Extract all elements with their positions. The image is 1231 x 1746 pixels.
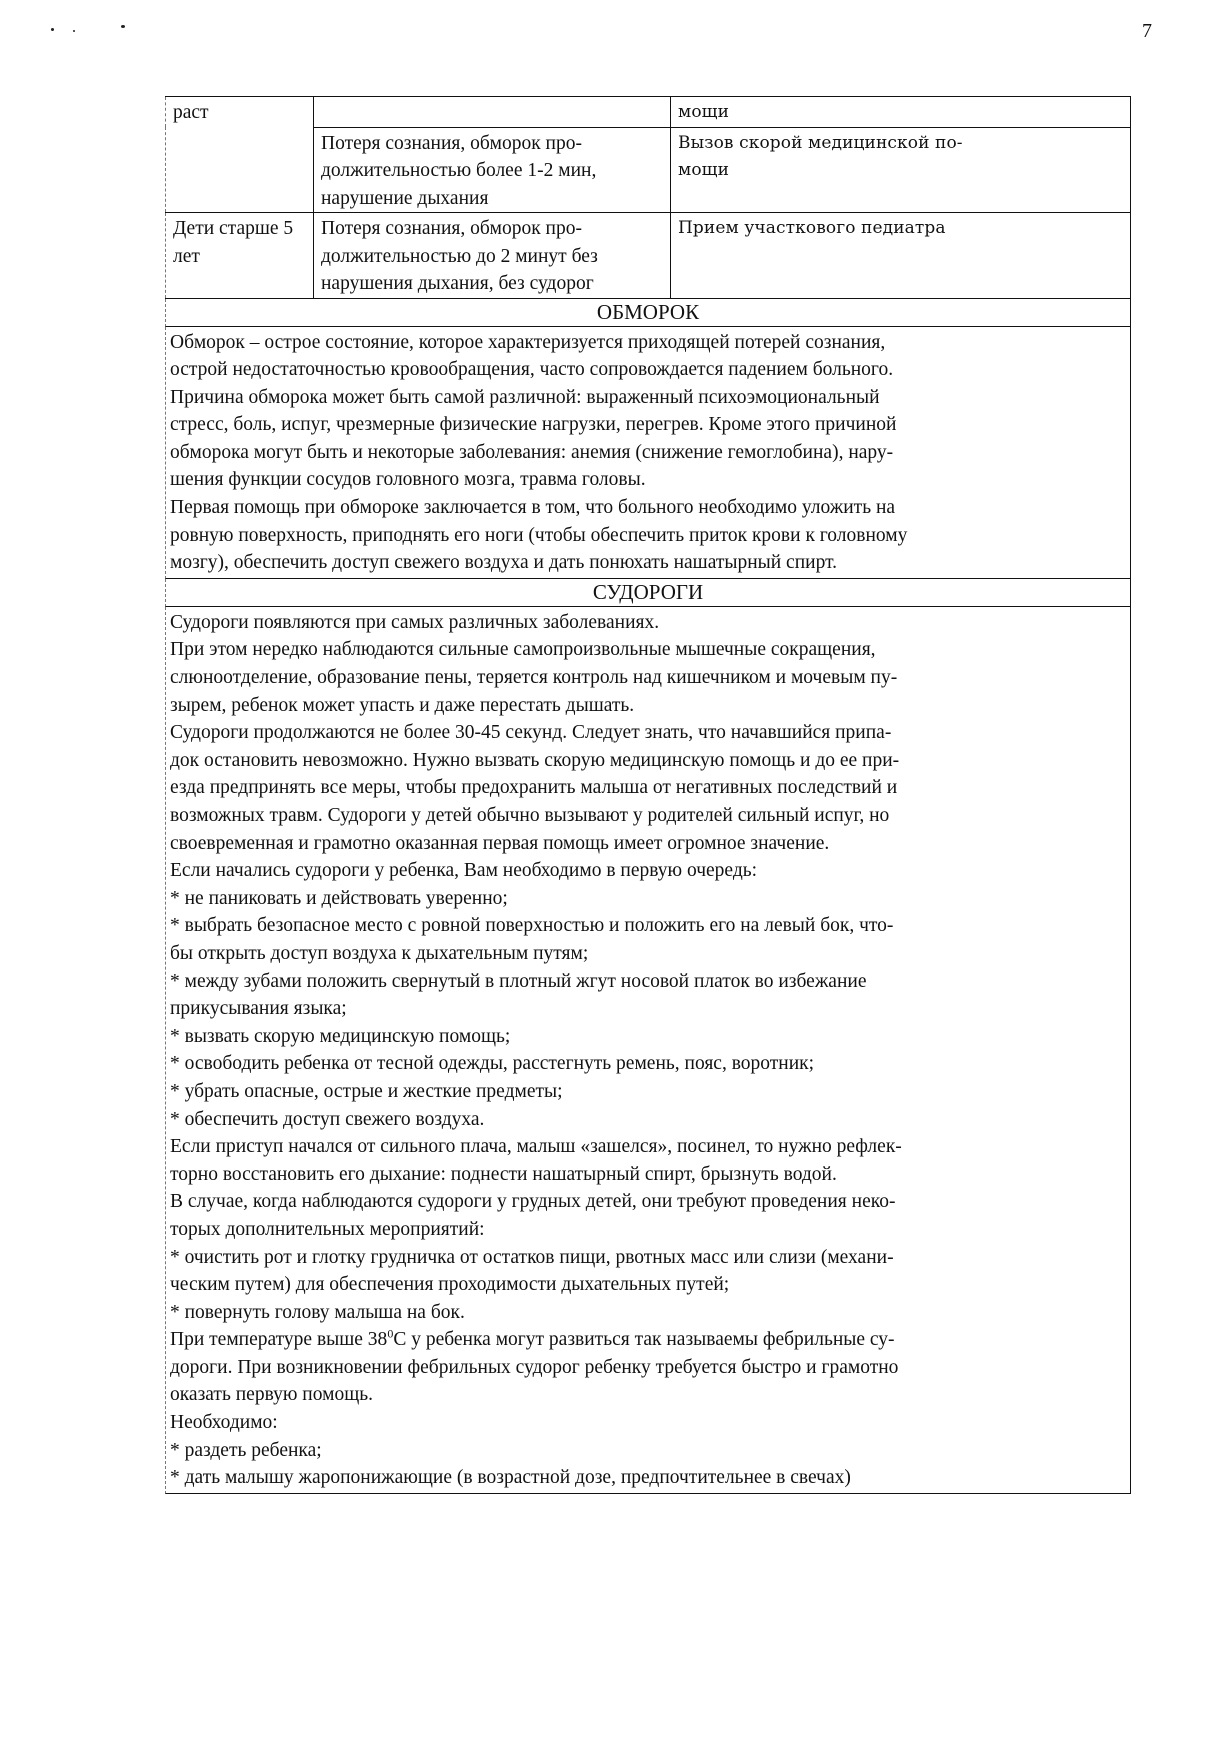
text-line: * вызвать скорую медицинскую помощь; — [170, 1025, 511, 1047]
table-cell-col3 — [671, 213, 1131, 299]
text-line: * повернуть голову малыша на бок. — [170, 1301, 465, 1323]
text-line: Причина обморока может быть самой различной: выраженный психоэмоциональный — [170, 386, 880, 408]
text-line: торых дополнительных мероприятий: — [170, 1218, 485, 1240]
table-cell-col2 — [314, 97, 671, 128]
cell-line: нарушение дыхания — [321, 187, 489, 209]
text-line: * между зубами положить свернутый в плотный жгут носовой платок во избежание — [170, 970, 867, 992]
text-line — [170, 1326, 1124, 1354]
cell-line: мощи — [678, 102, 729, 122]
text-line: ровную поверхность, приподнять его ноги (чтобы обеспечить приток крови к головному — [170, 524, 908, 546]
text-line: езда предпринять все меры, чтобы предохранить малыша от негативных последствий и — [170, 777, 898, 799]
text-line: * выбрать безопасное место с ровной поверхностью и положить его на левый бок, что- — [170, 915, 894, 937]
cell-line: лет — [173, 245, 200, 267]
text-line: * раздеть ребенка; — [170, 1439, 322, 1461]
text-line: Если приступ начался от сильного плача, малыш «зашелся», посинел, то нужно рефлек- — [170, 1136, 902, 1158]
text-line: зырем, ребенок может упасть и даже перестать дышать. — [170, 694, 635, 716]
page-number: 7 — [1142, 20, 1152, 42]
text-run: При температуре выше 38 — [170, 1329, 388, 1351]
cell-line: Потеря сознания, обморок про- — [321, 218, 582, 239]
text-line: ческим путем) для обеспечения проходимости дыхательных путей; — [170, 1274, 730, 1296]
cell-line: Вызов скорой медицинской по- — [678, 132, 963, 153]
text-line: Первая помощь при обмороке заключается в том, что больного необходимо уложить на — [170, 497, 896, 519]
section-body-sudorogi — [165, 607, 1131, 1494]
table-cell-col3 — [671, 97, 1131, 128]
triage-table — [165, 96, 1131, 299]
cell-line: Потеря сознания, обморок про- — [321, 132, 582, 154]
text-line: * обеспечить доступ свежего воздуха. — [170, 1108, 485, 1130]
text-line: док остановить невозможно. Нужно вызвать скорую медицинскую помощь и до ее при- — [170, 749, 900, 771]
text-line: При этом нередко наблюдаются сильные самопроизвольные мышечные сокращения, — [170, 639, 876, 661]
text-line: В случае, когда наблюдаются судороги у грудных детей, они требуют проведения неко- — [170, 1191, 896, 1213]
table-cell-col2 — [314, 127, 671, 213]
section-title-obmorok: ОБМОРОК — [165, 299, 1131, 327]
cell-line: мощи — [678, 160, 729, 180]
scan-speck — [73, 30, 75, 32]
table-cell-col1 — [166, 213, 314, 299]
scan-speck — [121, 25, 125, 28]
text-line: * убрать опасные, острые и жесткие предметы; — [170, 1080, 563, 1102]
table-row — [166, 213, 1131, 299]
text-line: * не паниковать и действовать уверенно; — [170, 887, 508, 909]
text-line: дороги. При возникновении фебрильных судорог ребенку требуется быстро и грамотно — [170, 1356, 899, 1378]
cell-line: Прием участкового педиатра — [678, 218, 946, 238]
text-line: Обморок – острое состояние, которое характеризуется приходящей потерей сознания, — [170, 331, 886, 353]
cell-line: раст — [173, 102, 209, 123]
section-title-sudorogi: СУДОРОГИ — [165, 579, 1131, 607]
text-line: Судороги продолжаются не более 30-45 секунд. Следует знать, что начавшийся припа- — [170, 722, 892, 744]
text-line: * очистить рот и глотку грудничка от остатков пищи, рвотных масс или слизи (механи- — [170, 1246, 894, 1268]
cell-line: должительностью до 2 минут без — [321, 245, 598, 267]
cell-line: нарушения дыхания, без судорог — [321, 273, 594, 294]
text-line: обморока могут быть и некоторые заболевания: анемия (снижение гемоглобина), нару- — [170, 441, 894, 463]
text-line: бы открыть доступ воздуха к дыхательным путям; — [170, 942, 589, 964]
text-line: оказать первую помощь. — [170, 1384, 373, 1406]
text-line: острой недостаточностью кровообращения, часто сопровождается падением больного. — [170, 359, 894, 381]
text-line: Судороги появляются при самых различных заболеваниях. — [170, 611, 660, 633]
text-line: слюноотделение, образование пены, теряется контроль над кишечником и мочевым пу- — [170, 667, 898, 689]
text-line: прикусывания языка; — [170, 998, 347, 1020]
text-line: возможных травм. Судороги у детей обычно вызывают у родителей сильный испуг, но — [170, 805, 890, 826]
cell-line: должительностью более 1-2 мин, — [321, 160, 597, 181]
text-line: Необходимо: — [170, 1412, 278, 1434]
scan-speck — [51, 28, 54, 31]
text-line: шения функции сосудов головного мозга, травма головы. — [170, 469, 646, 491]
text-line: стресс, боль, испуг, чрезмерные физические нагрузки, перегрев. Кроме этого причиной — [170, 414, 897, 436]
table-cell-col1 — [166, 97, 314, 213]
text-line: Если начались судороги у ребенка, Вам необходимо в первую очередь: — [170, 860, 758, 882]
table-cell-col3 — [671, 127, 1131, 213]
text-line: * дать малышу жаропонижающие (в возрастной дозе, предпочтительнее в свечах) — [170, 1467, 851, 1489]
degree-superscript: 0 — [387, 1326, 394, 1341]
cell-line: Дети старше 5 — [173, 218, 294, 239]
table-cell-col2 — [314, 213, 671, 299]
table-row — [166, 97, 1131, 128]
document-frame — [165, 96, 1131, 1494]
text-run: С у ребенка могут развиться так называемы фебрильные су- — [393, 1329, 895, 1351]
text-line: торно восстановить его дыхание: поднести нашатырный спирт, брызнуть водой. — [170, 1163, 837, 1185]
text-line: своевременная и грамотно оказанная первая помощь имеет огромное значение. — [170, 832, 830, 854]
section-body-obmorok — [165, 327, 1131, 579]
text-line: * освободить ребенка от тесной одежды, расстегнуть ремень, пояс, воротник; — [170, 1053, 815, 1075]
text-line: мозгу), обеспечить доступ свежего воздуха и дать понюхать нашатырный спирт. — [170, 552, 838, 574]
